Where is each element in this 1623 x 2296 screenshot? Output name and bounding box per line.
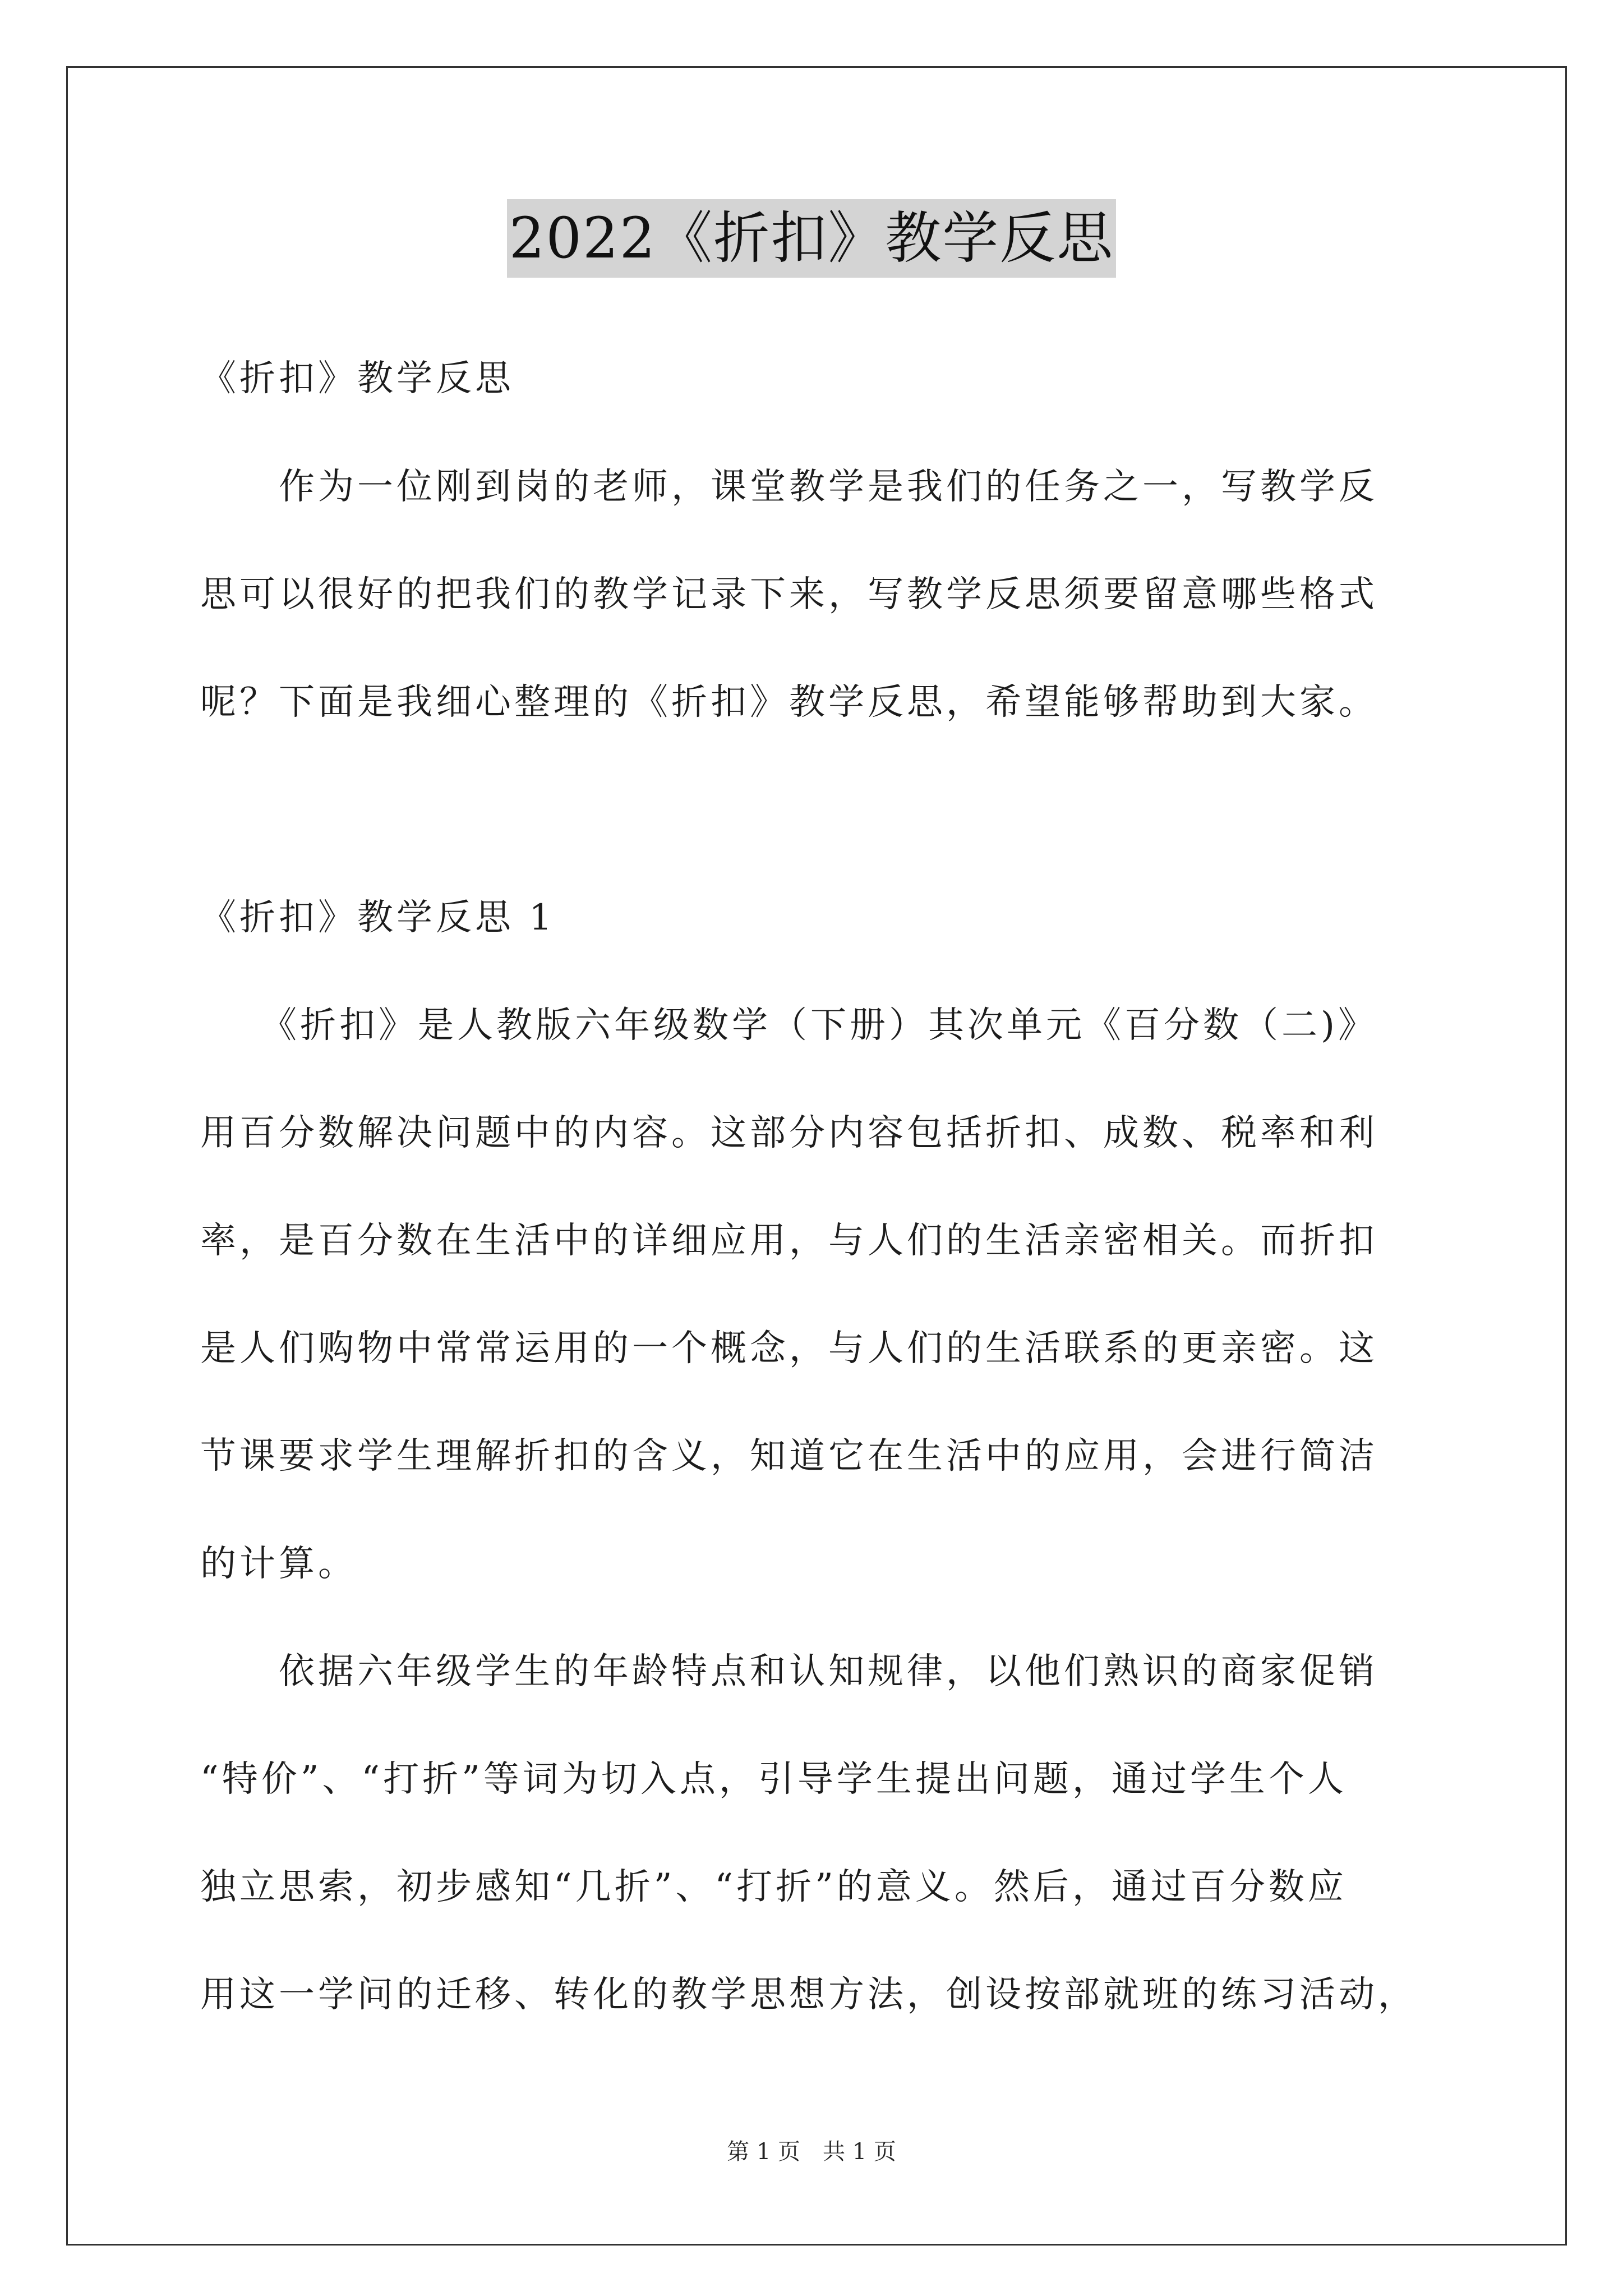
paragraph1-line-1: 《折扣》是人教版六年级数学（下册）其次单元《百分数（二)》 [200, 1005, 1377, 1046]
paragraph1-line-2: 用百分数解决问题中的内容。这部分内容包括折扣、成数、税率和利 [200, 1112, 1378, 1154]
intro-line-1: 作为一位刚到岗的老师，课堂教学是我们的任务之一，写教学反 [200, 466, 1378, 508]
title-area [0, 199, 1623, 278]
page-footer: 第 1 页 共 1 页 [727, 2139, 896, 2165]
paragraph1-line-4: 是人们购物中常常运用的一个概念，与人们的生活联系的更亲密。这 [200, 1328, 1378, 1369]
paragraph2-line-4: 用这一学问的迁移、转化的教学思想方法，创设按部就班的练习活动， [200, 1974, 1417, 2016]
section-heading: 《折扣》教学反思 1 [200, 897, 556, 938]
subtitle: 《折扣》教学反思 [200, 358, 514, 399]
intro-line-3: 呢？下面是我细心整理的《折扣》教学反思，希望能够帮助到大家。 [200, 682, 1378, 723]
paragraph2-line-1: 依据六年级学生的年龄特点和认知规律，以他们熟识的商家促销 [200, 1651, 1378, 1692]
paragraph2-line-2: “特价”、“打折”等词为切入点，引导学生提出问题，通过学生个人 [200, 1759, 1347, 1800]
document-title: 2022《折扣》教学反思 [507, 199, 1117, 278]
paragraph1-line-3: 率，是百分数在生活中的详细应用，与人们的生活亲密相关。而折扣 [200, 1220, 1378, 1262]
intro-line-2: 思可以很好的把我们的教学记录下来，写教学反思须要留意哪些格式 [200, 574, 1378, 615]
paragraph1-line-5: 节课要求学生理解折扣的含义，知道它在生活中的应用，会进行简洁 [200, 1435, 1378, 1477]
paragraph2-line-3: 独立思索，初步感知“几折”、“打折”的意义。然后，通过百分数应 [200, 1866, 1347, 1908]
paragraph1-line-6: 的计算。 [200, 1543, 357, 1585]
